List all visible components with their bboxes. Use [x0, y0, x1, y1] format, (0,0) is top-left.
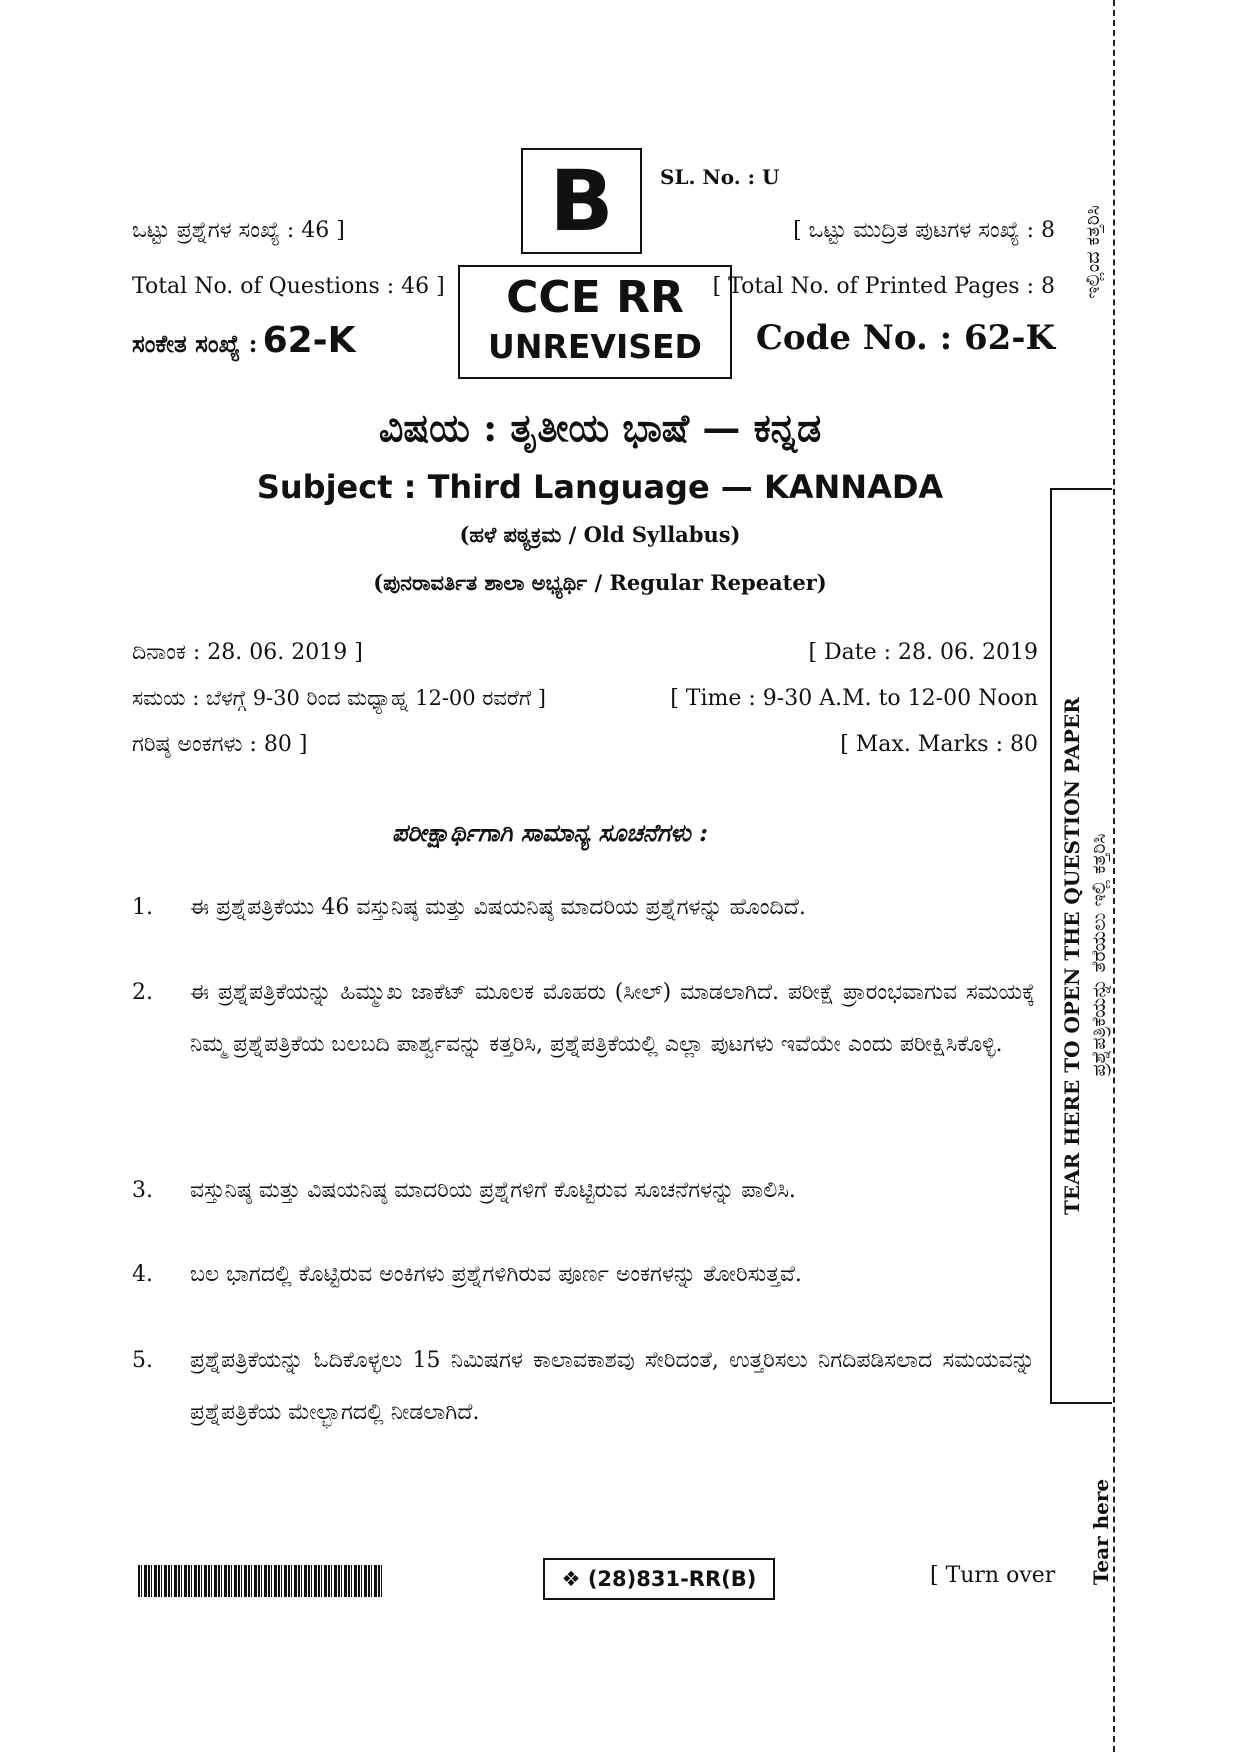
instruction-2-text: ಈ ಪ್ರಶ್ನೆಪತ್ರಿಕೆಯನ್ನು ಹಿಮ್ಮುಖ ಜಾಕೆಟ್ ಮೂಲಕ ಮೊಹರು (ಸೀಲ್) ಮಾಡಲಾಗಿದೆ. ಪರೀಕ್ಷೆ ಪ್ರಾರಂಭವಾಗುವ ಸಮಯಕ್ಕೆ ನಿಮ್ಮ ಪ್ರಶ್ನೆಪತ್ರಿಕೆಯ ಬಲಬದಿ ಪಾರ್ಶ್ವವನ್ನು ಕತ್ತರಿಸಿ, ಪ್ರಶ್ನೆಪತ್ರಿಕೆಯಲ್ಲಿ ಎಲ್ಲಾ ಪುಟಗಳು ಇವೆಯೇ ಎಂದು ಪರೀಕ್ಷಿಸಿಕೊಳ್ಳಿ. — [190, 980, 1035, 1057]
exam-type-line1: CCE RR — [506, 272, 684, 323]
instruction-1-text: ಈ ಪ್ರಶ್ನೆಪತ್ರಿಕೆಯು 46 ವಸ್ತುನಿಷ್ಠ ಮತ್ತು ವಿಷಯನಿಷ್ಠ ಮಾದರಿಯ ಪ್ರಶ್ನೆಗಳನ್ನು ಹೊಂದಿದೆ. — [190, 895, 806, 920]
instruction-1-number: 1. — [132, 895, 153, 920]
total-questions-en: Total No. of Questions : 46 ] — [132, 274, 445, 299]
tear-here-instruction-kn: ಪ್ರಶ್ನೆಪತ್ರಿಕೆಯನ್ನು ತೆರೆಯಲು ಇಲ್ಲಿ ಕತ್ತರಿಸಿ — [1088, 833, 1110, 1077]
code-number-kn-label: ಸಂಕೇತ ಸಂಖ್ಯೆ : — [132, 329, 258, 358]
exam-type-box — [458, 265, 732, 379]
date-en: [ Date : 28. 06. 2019 — [808, 640, 1038, 665]
date-kn: ದಿನಾಂಕ : 28. 06. 2019 ] — [132, 640, 363, 665]
instruction-4-number: 4. — [132, 1262, 153, 1287]
total-pages-en: [ Total No. of Printed Pages : 8 — [712, 274, 1055, 299]
version-letter: B — [549, 152, 614, 250]
time-kn: ಸಮಯ : ಬೆಳಗ್ಗೆ 9-30 ರಿಂದ ಮಧ್ಯಾಹ್ನ 12-00 ರವರೆಗೆ ] — [132, 686, 546, 710]
version-letter-box — [521, 148, 642, 254]
max-marks-en: [ Max. Marks : 80 — [840, 732, 1038, 757]
barcode — [138, 1565, 384, 1597]
code-number-kn-value: 62-K — [262, 320, 356, 361]
cut-here-label-kn: ಇಲ್ಲಿಂದ ಕತ್ತರಿಸಿ — [1082, 205, 1104, 299]
turn-over: [ Turn over — [930, 1563, 1056, 1588]
instruction-2-number: 2. — [132, 980, 153, 1005]
serial-number: SL. No. : U — [660, 165, 780, 189]
instructions-heading: ಪರೀಕ್ಷಾರ್ಥಿಗಾಗಿ ಸಾಮಾನ್ಯ ಸೂಚನೆಗಳು : — [392, 818, 708, 847]
syllabus-line: (ಹಳೆ ಪಠ್ಯಕ್ರಮ / Old Syllabus) — [459, 522, 741, 547]
code-number-kn — [132, 320, 356, 361]
subject-kannada: ವಿಷಯ : ತೃತೀಯ ಭಾಷೆ — ಕನ್ನಡ — [378, 405, 822, 450]
max-marks-kn: ಗರಿಷ್ಠ ಅಂಕಗಳು : 80 ] — [132, 732, 308, 757]
candidate-type: (ಪುನರಾವರ್ತಿತ ಶಾಲಾ ಅಭ್ಯರ್ಥಿ / Regular Repeater) — [373, 570, 827, 595]
tear-here-instruction-en: TEAR HERE TO OPEN THE QUESTION PAPER — [1060, 697, 1084, 1215]
time-en: [ Time : 9-30 A.M. to 12-00 Noon — [670, 686, 1038, 711]
instruction-3-number: 3. — [132, 1178, 153, 1203]
diamond-icon: ❖ — [561, 1567, 581, 1591]
code-number-en: Code No. : 62-K — [755, 318, 1055, 358]
total-questions-kn: ಒಟ್ಟು ಪ್ರಶ್ನೆಗಳ ಸಂಖ್ಯೆ : 46 ] — [132, 218, 345, 243]
instruction-4-text: ಬಲ ಭಾಗದಲ್ಲಿ ಕೊಟ್ಟಿರುವ ಅಂಕಿಗಳು ಪ್ರಶ್ನೆಗಳಿಗಿರುವ ಪೂರ್ಣ ಅಂಕಗಳನ್ನು ತೋರಿಸುತ್ತವೆ. — [190, 1262, 802, 1287]
subject-english: Subject : Third Language — KANNADA — [256, 468, 944, 506]
tear-here-label: Tear here — [1089, 1478, 1113, 1586]
instruction-5-text: ಪ್ರಶ್ನೆಪತ್ರಿಕೆಯನ್ನು ಓದಿಕೊಳ್ಳಲು 15 ನಿಮಿಷಗಳ ಕಾಲಾವಕಾಶವು ಸೇರಿದಂತೆ, ಉತ್ತರಿಸಲು ನಿಗದಿಪಡಿಸಲಾದ ಸಮಯವನ್ನು ಪ್ರಶ್ನೆಪತ್ರಿಕೆಯ ಮೇಲ್ಭಾಗದಲ್ಲಿ ನೀಡಲಾಗಿದೆ. — [190, 1348, 1035, 1425]
instruction-3-text: ವಸ್ತುನಿಷ್ಠ ಮತ್ತು ವಿಷಯನಿಷ್ಠ ಮಾದರಿಯ ಪ್ರಶ್ನೆಗಳಿಗೆ ಕೊಟ್ಟಿರುವ ಸೂಚನೆಗಳನ್ನು ಪಾಲಿಸಿ. — [190, 1178, 796, 1203]
tear-dashed-line — [1113, 0, 1115, 1752]
instruction-5-number: 5. — [132, 1348, 153, 1373]
paper-code: (28)831-RR(B) — [587, 1567, 757, 1591]
total-pages-kn: [ ಒಟ್ಟು ಮುದ್ರಿತ ಪುಟಗಳ ಸಂಖ್ಯೆ : 8 — [793, 218, 1055, 243]
paper-code-box — [543, 1558, 775, 1600]
exam-type-line2: UNREVISED — [488, 327, 702, 366]
